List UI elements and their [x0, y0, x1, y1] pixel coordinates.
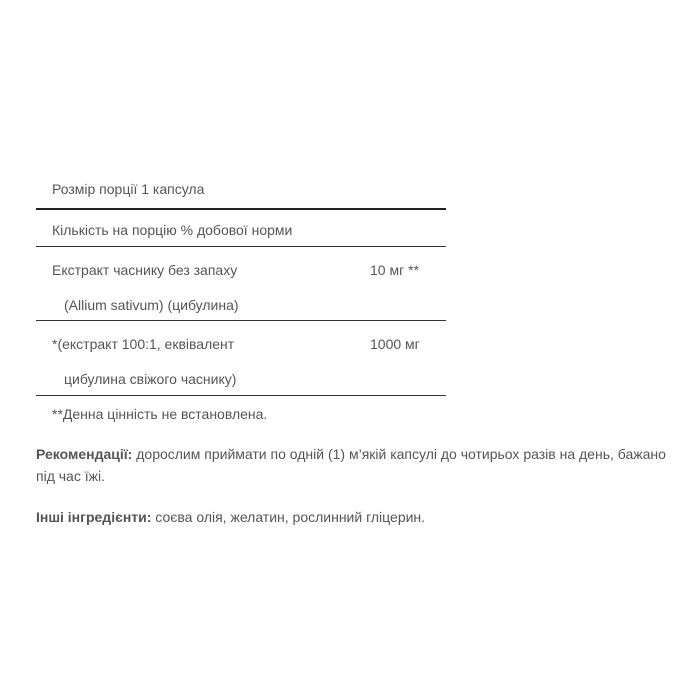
recommendations-paragraph [36, 443, 676, 487]
ingredient-name-line1: Екстракт часнику без запаху [52, 262, 238, 278]
supplement-facts-table [36, 172, 446, 426]
other-ingredients-paragraph [36, 506, 676, 528]
other-ingredients-label: Інші інгредієнти: [36, 509, 152, 525]
ingredient-row-garlic-extract [36, 247, 446, 321]
ingredient-name-line1: *(екстракт 100:1, еквівалент [52, 336, 235, 352]
amount-header-row [36, 210, 446, 247]
serving-size-row [36, 172, 446, 210]
recommendations-text: дорослим приймати по одній (1) м’якій капсулі до чотирьох разів на день, бажано під час їжі. [36, 446, 666, 484]
ingredient-row-extract-equivalent [36, 321, 446, 396]
serving-size-text: Розмір порції 1 капсула [52, 181, 205, 197]
amount-header-text: Кількість на порцію % добової норми [52, 222, 293, 238]
recommendations-label: Рекомендації: [36, 446, 133, 462]
ingredient-name-line2: (Allium sativum) (цибулина) [64, 297, 239, 313]
footnote-row [36, 396, 446, 426]
ingredient-name-line2: цибулина свіжого часнику) [64, 371, 237, 387]
other-ingredients-text: соєва олія, желатин, рослинний гліцерин. [151, 509, 426, 525]
ingredient-amount: 1000 мг [370, 336, 420, 352]
ingredient-amount: 10 мг ** [370, 262, 419, 278]
footnote-text: **Денна цінність не встановлена. [52, 406, 268, 422]
